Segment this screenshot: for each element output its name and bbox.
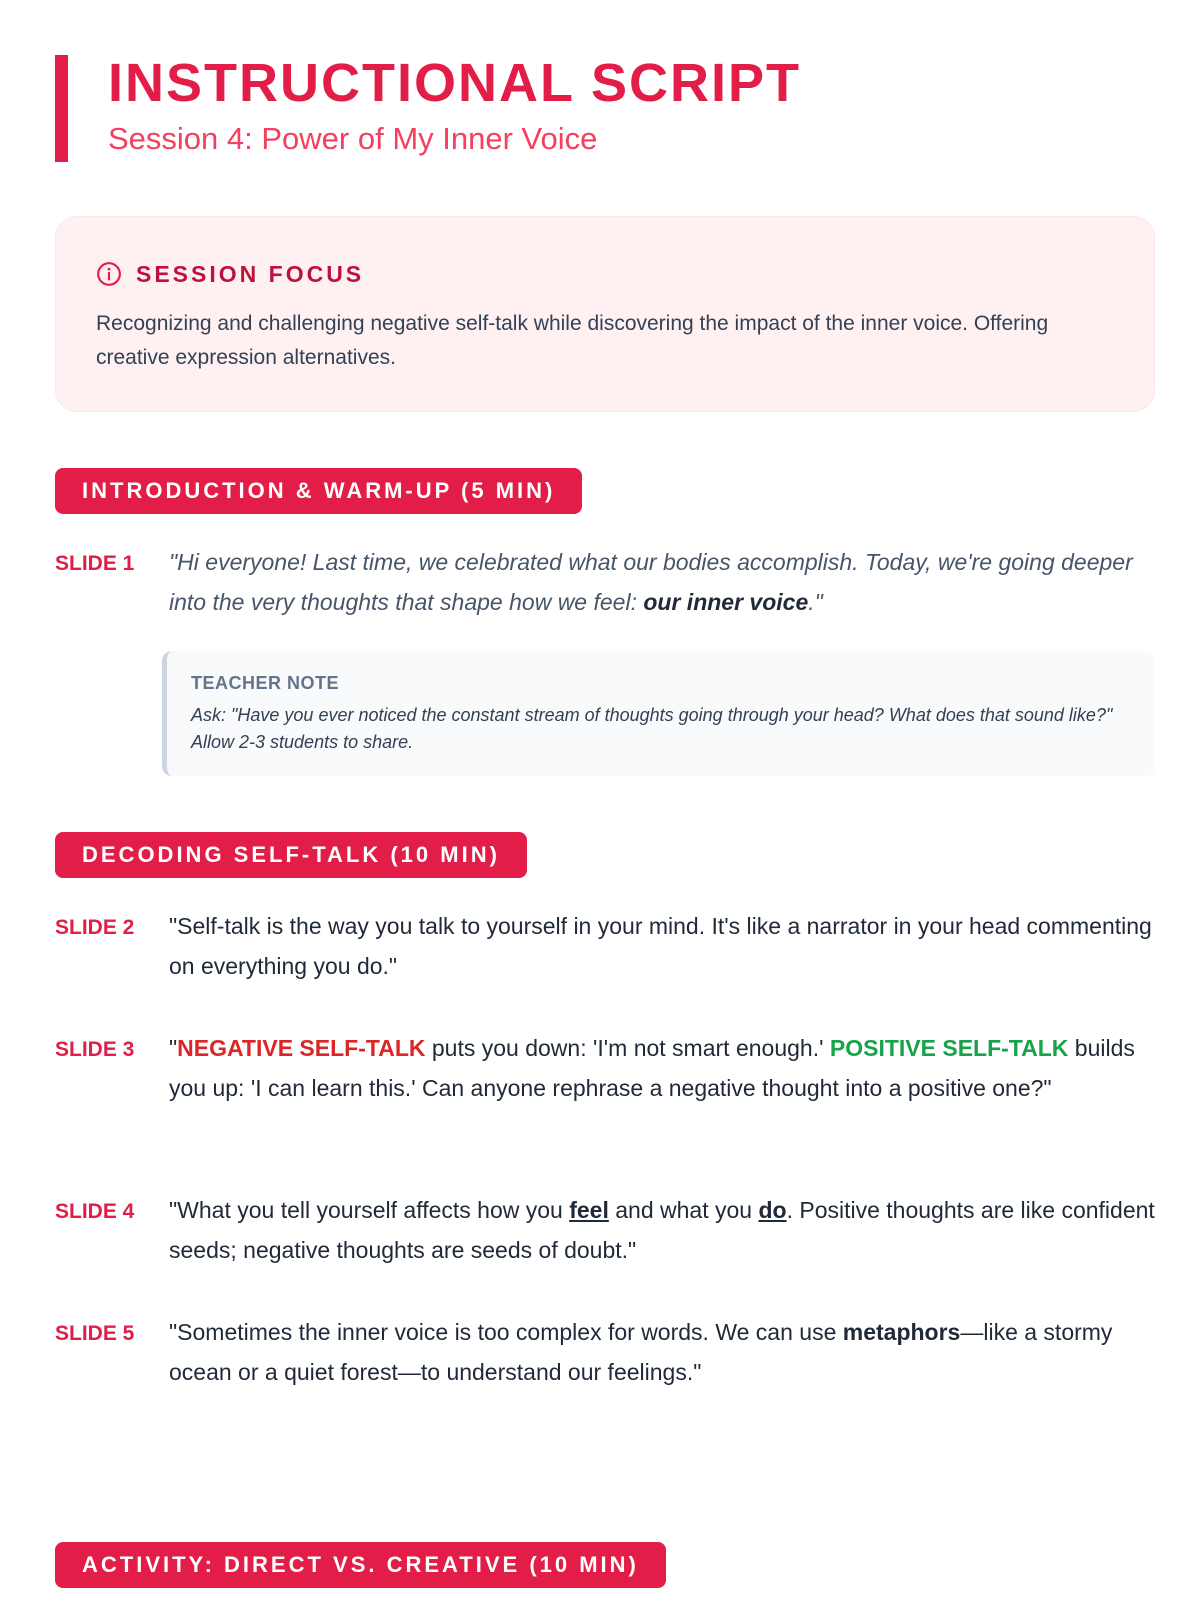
slide-4 <box>55 1190 1155 1270</box>
header <box>55 55 801 162</box>
slide-label: SLIDE 3 <box>55 1038 135 1061</box>
slide-3 <box>55 1028 1155 1108</box>
session-focus-title: SESSION FOCUS <box>136 260 365 287</box>
emphasis-text: our inner voice <box>643 589 809 615</box>
slide-label: SLIDE 5 <box>55 1322 135 1345</box>
teacher-note-title: TEACHER NOTE <box>191 673 340 693</box>
emphasis-do: do <box>758 1197 787 1223</box>
script-text: and what you <box>608 1197 759 1223</box>
info-icon <box>96 261 122 287</box>
teacher-note <box>162 651 1155 776</box>
script-text: " <box>169 1035 178 1061</box>
positive-self-talk-term: POSITIVE SELF-TALK <box>829 1035 1069 1061</box>
script-text: "Hi everyone! Last time, we celebrated what our bodies accomplish. Today, we're going deeper into the very thoughts that shape how we feel: <box>169 549 1133 615</box>
slide-script <box>169 1028 1155 1108</box>
slide-script <box>169 1190 1155 1270</box>
emphasis-text: metaphors <box>842 1319 961 1345</box>
script-text: —like a stormy ocean or a quiet forest—to understand our feelings." <box>169 1319 1113 1385</box>
slide-5 <box>55 1312 1155 1392</box>
script-text: "Sometimes the inner voice is too complex for words. We can use <box>169 1319 843 1345</box>
slide-script: "Self-talk is the way you talk to yourself in your mind. It's like a narrator in your head commenting on everything you do." <box>169 913 1152 979</box>
page-subtitle: Session 4: Power of My Inner Voice <box>108 121 598 156</box>
emphasis-feel: feel <box>569 1197 609 1223</box>
script-text: . Positive thoughts are like confident seeds; negative thoughts are seeds of doubt." <box>169 1197 1155 1263</box>
slide-label: SLIDE 2 <box>55 916 135 939</box>
script-text: puts you down: 'I'm not smart enough.' <box>425 1035 830 1061</box>
section-header-activity: ACTIVITY: DIRECT VS. CREATIVE (10 MIN) <box>55 1542 666 1588</box>
negative-self-talk-term: NEGATIVE SELF-TALK <box>177 1035 426 1061</box>
script-text: "What you tell yourself affects how you <box>169 1197 570 1223</box>
session-focus-text: Recognizing and challenging negative self-talk while discovering the impact of the inner voice. Offering creative expression alternatives. <box>96 312 1049 369</box>
slide-1 <box>55 542 1155 622</box>
session-focus-box <box>55 216 1155 412</box>
slide-script <box>169 542 1155 622</box>
script-text: builds you up: 'I can learn this.' Can anyone rephrase a negative thought into a positive one?" <box>169 1035 1135 1101</box>
slide-2 <box>55 906 1155 986</box>
section-header-introduction: INTRODUCTION & WARM-UP (5 MIN) <box>55 468 582 514</box>
slide-script <box>169 1312 1155 1392</box>
slide-label: SLIDE 1 <box>55 552 135 575</box>
script-text: ." <box>808 589 823 615</box>
slide-label: SLIDE 4 <box>55 1200 135 1223</box>
session-focus-header <box>96 259 1114 289</box>
page-title: INSTRUCTIONAL SCRIPT <box>108 53 802 113</box>
teacher-note-text: Ask: "Have you ever noticed the constant stream of thoughts going through your head? What does that sound like?" Allow 2-3 students to share. <box>191 705 1113 752</box>
section-header-decoding: DECODING SELF-TALK (10 MIN) <box>55 832 527 878</box>
